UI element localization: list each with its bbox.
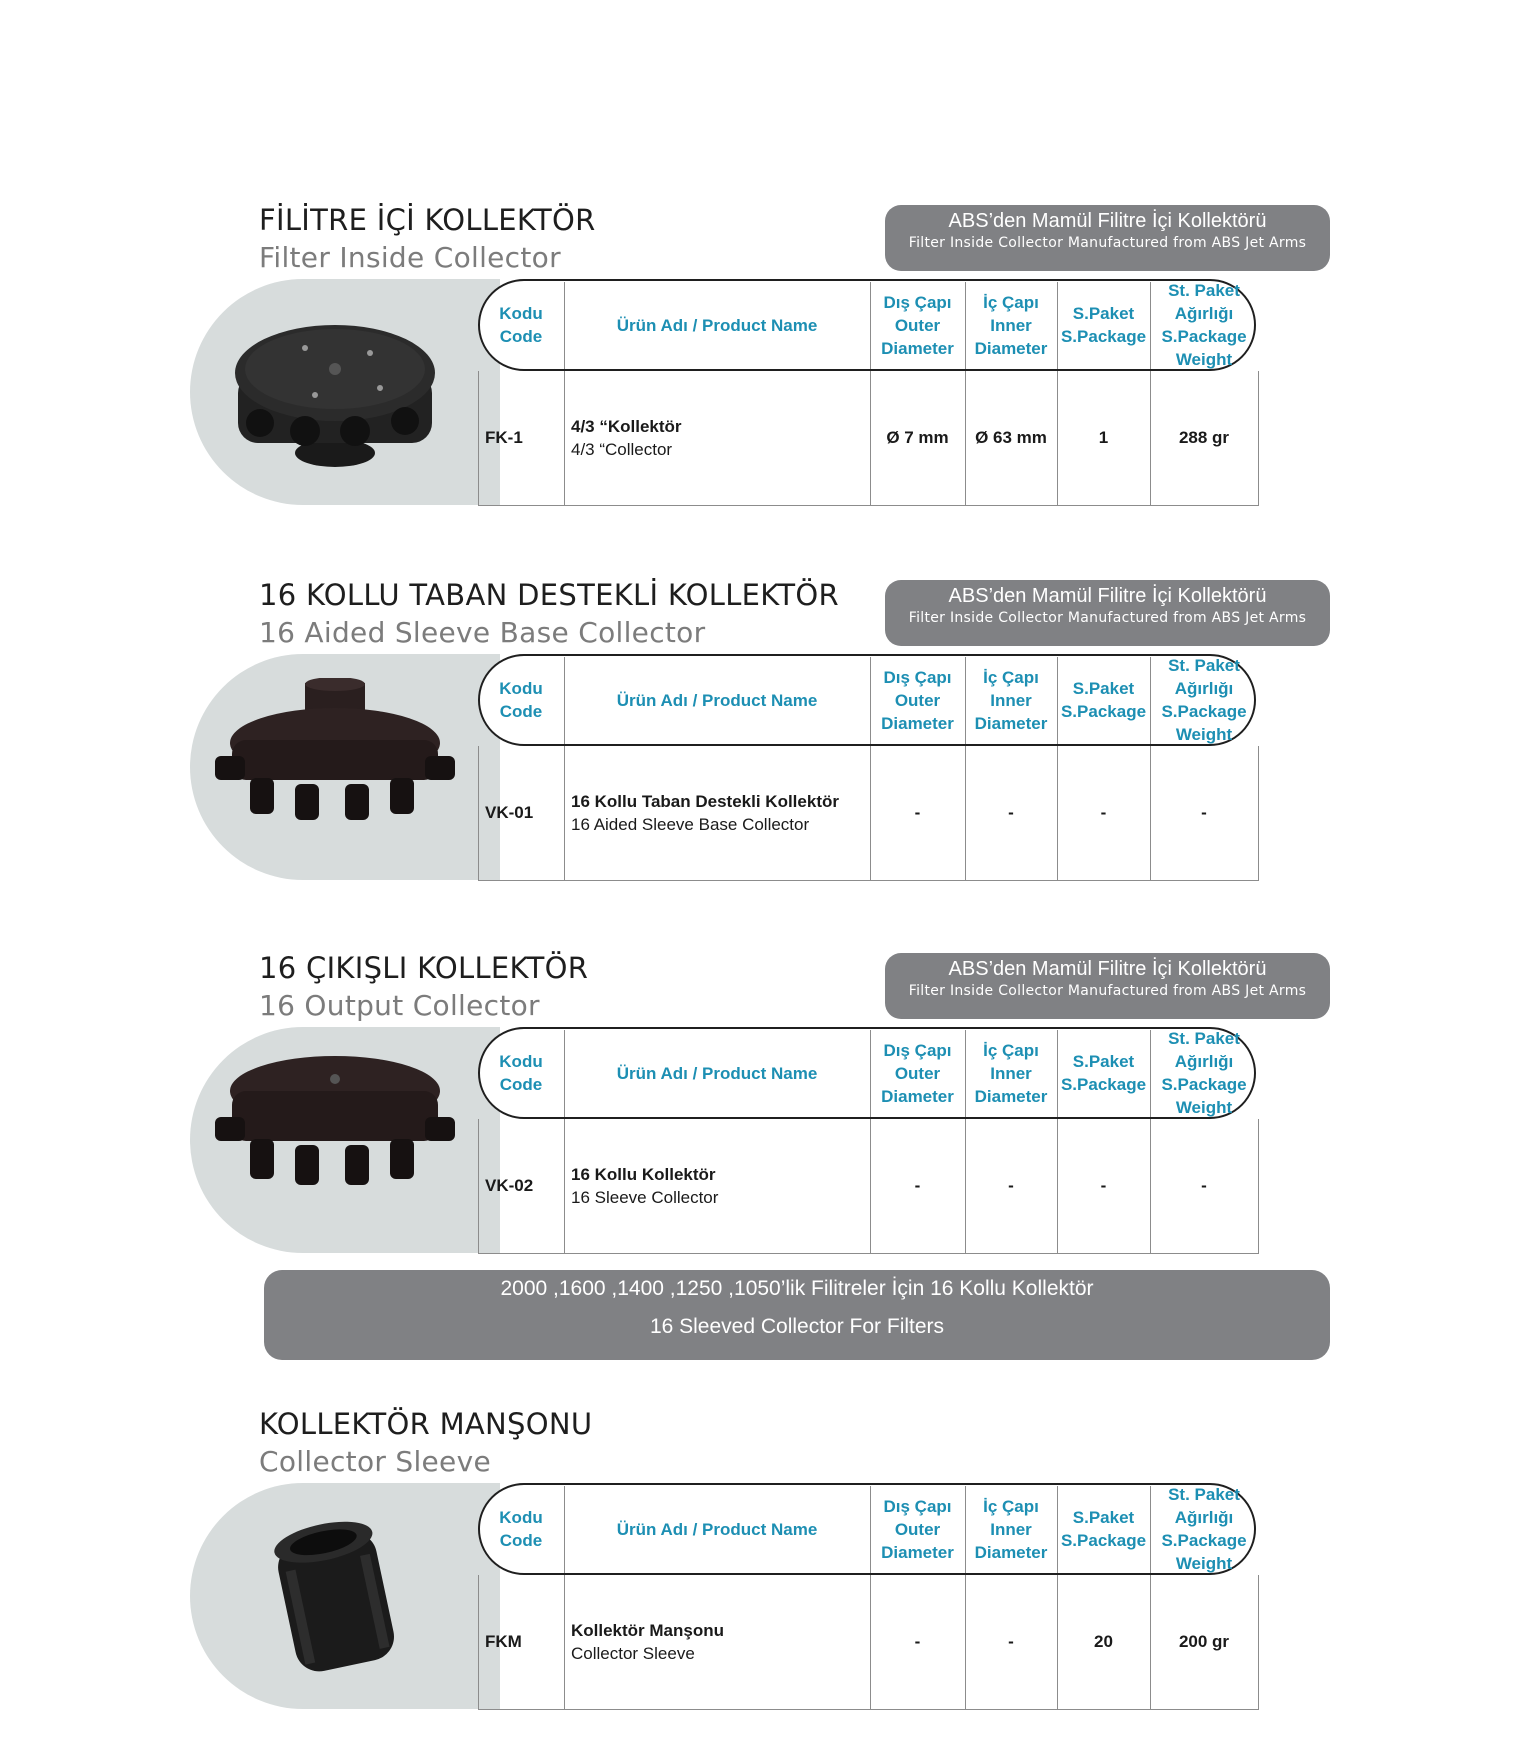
badge-line-1: ABS’den Mamül Filitre İçi Kollektörü bbox=[948, 958, 1267, 980]
cell-inner-diameter: - bbox=[1008, 1632, 1014, 1651]
cell-weight: 200 gr bbox=[1178, 1632, 1230, 1651]
material-badge bbox=[885, 953, 1330, 1019]
header-code: Kodu Code bbox=[499, 679, 543, 721]
filters-banner bbox=[264, 1270, 1330, 1360]
header-package: S.Paket S.Package bbox=[1060, 1508, 1147, 1550]
badge-line-2: Filter Inside Collector Manufactured from ABS Jet Arms bbox=[908, 235, 1307, 251]
badge-line-1: ABS’den Mamül Filitre İçi Kollektörü bbox=[948, 210, 1267, 232]
cell-product-name: 4/3 “Kollektör 4/3 “Collector bbox=[571, 417, 682, 459]
badge-line-2: Filter Inside Collector Manufactured from ABS Jet Arms bbox=[908, 610, 1307, 626]
product-table bbox=[478, 279, 1259, 506]
product-section bbox=[0, 1407, 1516, 1737]
output-collector-icon bbox=[210, 1051, 460, 1231]
header-inner-diameter: İç Çapı Inner Diameter bbox=[974, 1496, 1048, 1562]
section-title-tr: 16 ÇIKIŞLI KOLLEKTÖR bbox=[259, 951, 589, 985]
header-weight: St. Paket Ağırlığı S.Package Weight bbox=[1161, 656, 1247, 744]
cell-code: FK-1 bbox=[485, 428, 523, 447]
header-outer-diameter: Dış Çapı Outer Diameter bbox=[881, 292, 954, 358]
badge-line-2: Filter Inside Collector Manufactured from ABS Jet Arms bbox=[908, 983, 1307, 999]
section-title-en: Collector Sleeve bbox=[259, 1445, 491, 1478]
section-title-en: 16 Output Collector bbox=[259, 989, 540, 1022]
base-collector-icon bbox=[210, 678, 460, 858]
header-product-name: Ürün Adı / Product Name bbox=[616, 1519, 818, 1539]
header-code: Kodu Code bbox=[499, 1508, 543, 1550]
cell-inner-diameter: - bbox=[1008, 1176, 1014, 1195]
cell-weight: - bbox=[1201, 803, 1207, 822]
header-package: S.Paket S.Package bbox=[1060, 679, 1147, 721]
header-inner-diameter: İç Çapı Inner Diameter bbox=[974, 1040, 1048, 1106]
cell-weight: 288 gr bbox=[1178, 428, 1230, 447]
header-code: Kodu Code bbox=[499, 304, 543, 346]
product-section bbox=[0, 578, 1516, 908]
header-outer-diameter: Dış Çapı Outer Diameter bbox=[881, 1496, 954, 1562]
cell-product-name: 16 Kollu Taban Destekli Kollektör 16 Aided Sleeve Base Collector bbox=[571, 792, 839, 834]
header-product-name: Ürün Adı / Product Name bbox=[616, 690, 818, 710]
header-product-name: Ürün Adı / Product Name bbox=[616, 315, 818, 335]
section-title-tr: FİLİTRE İÇİ KOLLEKTÖR bbox=[259, 203, 596, 237]
header-weight: St. Paket Ağırlığı S.Package Weight bbox=[1161, 1029, 1247, 1117]
cell-code: VK-02 bbox=[485, 1176, 534, 1195]
material-badge bbox=[885, 580, 1330, 646]
section-title-en: 16 Aided Sleeve Base Collector bbox=[259, 616, 706, 649]
header-outer-diameter: Dış Çapı Outer Diameter bbox=[881, 667, 954, 733]
badge-line-1: ABS’den Mamül Filitre İçi Kollektörü bbox=[948, 585, 1267, 607]
cell-inner-diameter: Ø 63 mm bbox=[975, 428, 1047, 447]
product-table bbox=[478, 1027, 1259, 1254]
cell-package: - bbox=[1100, 1176, 1107, 1195]
cell-code: VK-01 bbox=[485, 803, 534, 822]
cell-outer-diameter: - bbox=[914, 1632, 921, 1651]
product-section bbox=[0, 951, 1516, 1281]
header-inner-diameter: İç Çapı Inner Diameter bbox=[974, 292, 1048, 358]
cell-package: 1 bbox=[1098, 428, 1109, 447]
section-title-en: Filter Inside Collector bbox=[259, 241, 561, 274]
header-weight: St. Paket Ağırlığı S.Package Weight bbox=[1161, 1485, 1247, 1573]
cell-code: FKM bbox=[485, 1632, 522, 1651]
cell-outer-diameter: - bbox=[914, 1176, 921, 1195]
cell-product-name: 16 Kollu Kollektör 16 Sleeve Collector bbox=[571, 1165, 719, 1207]
section-title-tr: 16 KOLLU TABAN DESTEKLİ KOLLEKTÖR bbox=[259, 578, 839, 612]
banner-line-1: 2000 ,1600 ,1400 ,1250 ,1050’lik Filitreler İçin 16 Kollu Kollektör bbox=[500, 1277, 1094, 1300]
cell-product-name: Kollektör Manşonu Collector Sleeve bbox=[571, 1621, 725, 1663]
product-section bbox=[0, 203, 1516, 533]
header-inner-diameter: İç Çapı Inner Diameter bbox=[974, 667, 1048, 733]
banner-line-2: 16 Sleeved Collector For Filters bbox=[649, 1315, 945, 1338]
header-package: S.Paket S.Package bbox=[1060, 1052, 1147, 1094]
cell-inner-diameter: - bbox=[1008, 803, 1014, 822]
product-table bbox=[478, 654, 1259, 881]
product-table bbox=[478, 1483, 1259, 1710]
header-code: Kodu Code bbox=[499, 1052, 543, 1094]
collector-sleeve-icon bbox=[210, 1507, 460, 1687]
cell-outer-diameter: Ø 7 mm bbox=[886, 428, 949, 447]
header-package: S.Paket S.Package bbox=[1060, 304, 1147, 346]
cell-package: - bbox=[1100, 803, 1107, 822]
cell-weight: - bbox=[1201, 1176, 1207, 1195]
cell-outer-diameter: - bbox=[914, 803, 921, 822]
header-weight: St. Paket Ağırlığı S.Package Weight bbox=[1161, 281, 1247, 369]
header-outer-diameter: Dış Çapı Outer Diameter bbox=[881, 1040, 954, 1106]
filter-collector-icon bbox=[210, 303, 460, 483]
header-product-name: Ürün Adı / Product Name bbox=[616, 1063, 818, 1083]
section-title-tr: KOLLEKTÖR MANŞONU bbox=[259, 1407, 593, 1441]
material-badge bbox=[885, 205, 1330, 271]
cell-package: 20 bbox=[1094, 1632, 1113, 1651]
